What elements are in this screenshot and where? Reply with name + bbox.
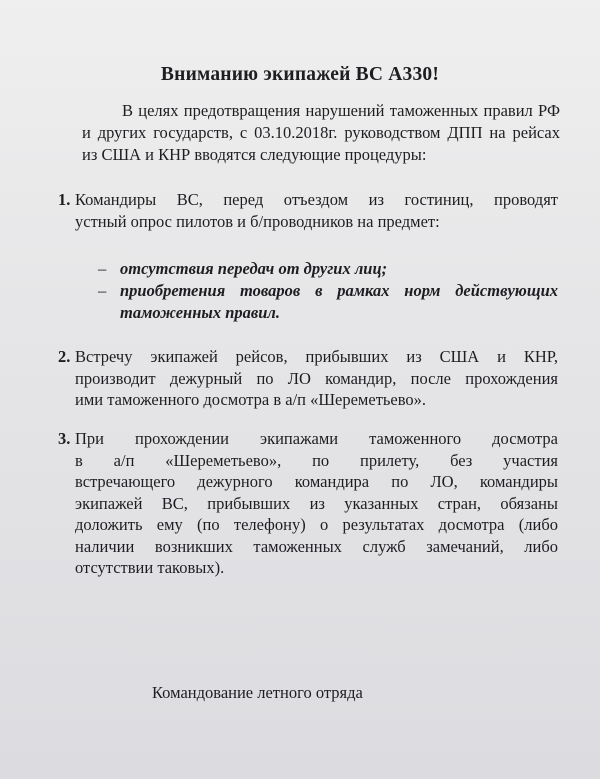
procedure-item-2 bbox=[58, 346, 558, 411]
intro-line: В целях предотвращения нарушений таможенных правил РФ bbox=[122, 101, 560, 120]
item-number: 2. bbox=[58, 347, 71, 366]
subitem-1 bbox=[98, 258, 558, 280]
dash-bullet: – bbox=[98, 281, 107, 300]
item-line: При прохождении экипажами таможенного досмотра bbox=[75, 429, 558, 448]
dash-bullet: – bbox=[98, 259, 107, 278]
item-line: производит дежурный по ЛО командир, после прохождения bbox=[75, 368, 558, 388]
item-line: встречающего дежурного командира по ЛО, командиры bbox=[75, 472, 558, 491]
item-line: Командиры ВС, перед отъездом из гостиниц, проводят bbox=[75, 190, 558, 209]
signature: Командование летного отряда bbox=[152, 683, 363, 702]
item-line: ими таможенного досмотра в а/п «Шереметьево». bbox=[75, 390, 427, 409]
item-number: 3. bbox=[58, 429, 71, 448]
subitem-2 bbox=[98, 280, 558, 324]
procedure-item-1 bbox=[58, 189, 558, 232]
item-number: 1. bbox=[58, 190, 71, 209]
item-line: экипажей ВС, прибывших из указанных стран, обязаны bbox=[75, 493, 558, 513]
intro-line: из США и КНР вводятся следующие процедуры: bbox=[82, 145, 427, 164]
procedure-item-3 bbox=[58, 428, 558, 579]
intro-paragraph bbox=[82, 100, 560, 166]
item-line: доложить ему (по телефону) о результатах досмотра (либо bbox=[75, 515, 558, 534]
document-title: Вниманию экипажей ВС А330! bbox=[160, 64, 440, 85]
item-line: наличии возникших таможенных служб замечаний, либо bbox=[75, 536, 558, 556]
subitem-line: таможенных правил. bbox=[120, 303, 281, 322]
subitem-line: отсутствия передач от других лиц; bbox=[120, 259, 388, 278]
intro-line: и других государств, с 03.10.2018г. руководством ДПП на рейсах bbox=[82, 123, 560, 142]
item-line: отсутствии таковых). bbox=[75, 558, 225, 577]
subitem-list bbox=[98, 258, 558, 324]
item-line: Встречу экипажей рейсов, прибывших из США и КНР, bbox=[75, 347, 558, 366]
subitem-line: приобретения товаров в рамках норм действующих bbox=[120, 281, 558, 300]
item-line: в а/п «Шереметьево», по прилету, без участия bbox=[75, 450, 558, 470]
item-line: устный опрос пилотов и б/проводников на предмет: bbox=[75, 211, 440, 231]
